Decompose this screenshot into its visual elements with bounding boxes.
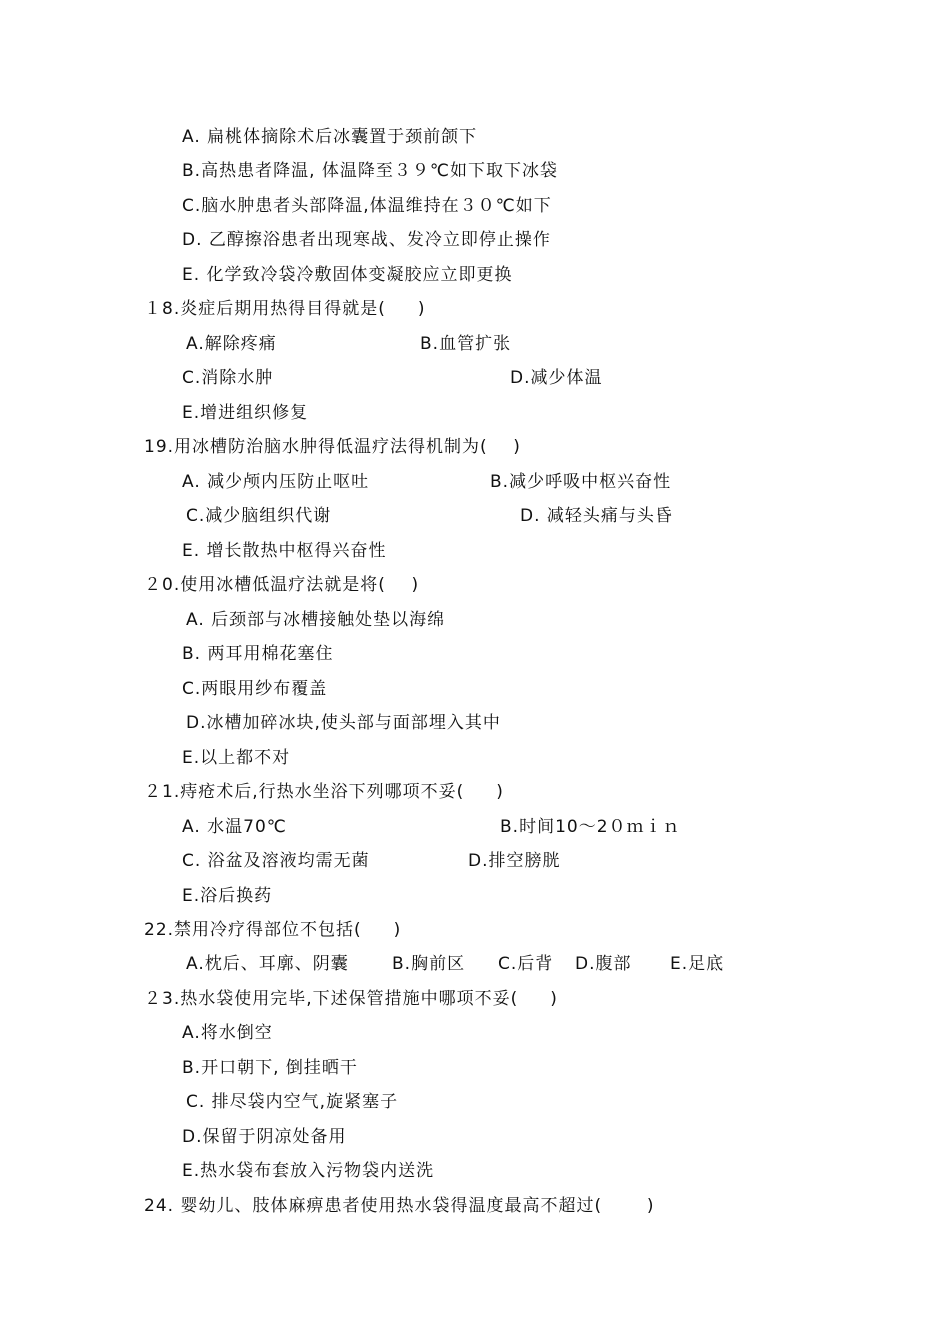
q22-stem: 22.禁用冷疗得部位不包括( ) [144, 920, 402, 940]
q23-option-e: E.热水袋布套放入污物袋内送洗 [182, 1161, 435, 1181]
q21-option-a: A. 水温70℃ [182, 817, 287, 837]
q21-option-c: C. 浴盆及溶液均需无菌 [182, 851, 370, 871]
q18-option-e: E.增进组织修复 [182, 403, 309, 423]
q23-option-c: C. 排尽袋内空气,旋紧塞子 [186, 1092, 399, 1112]
q17-option-b: B.高热患者降温, 体温降至３９℃如下取下冰袋 [182, 161, 558, 181]
q18-option-b: B.血管扩张 [420, 334, 512, 354]
q23-option-d: D.保留于阴凉处备用 [182, 1127, 347, 1147]
q20-option-e: E.以上都不对 [182, 748, 291, 768]
q18-option-a: A.解除疼痛 [186, 334, 277, 354]
q19-option-e: E. 增长散热中枢得兴奋性 [182, 541, 387, 561]
q20-option-b: B. 两耳用棉花塞住 [182, 644, 334, 664]
q22-option-e: E.足底 [670, 954, 725, 974]
q21-option-b: B.时间10～2０ｍｉｎ [500, 817, 681, 837]
q17-option-a: A. 扁桃体摘除术后冰囊置于颈前颌下 [182, 127, 478, 147]
q20-stem: ２0.使用冰槽低温疗法就是将( ) [144, 575, 420, 595]
q18-option-c: C.消除水肿 [182, 368, 274, 388]
q20-option-c: C.两眼用纱布覆盖 [182, 679, 328, 699]
q24-stem: 24. 婴幼儿、肢体麻痹患者使用热水袋得温度最高不超过( ) [144, 1196, 655, 1216]
q22-option-b: B.胸前区 [392, 954, 466, 974]
q18-stem: １8.炎症后期用热得目得就是( ) [144, 299, 426, 319]
q19-stem: 19.用冰槽防治脑水肿得低温疗法得机制为( ) [144, 437, 521, 457]
q19-option-b: B.减少呼吸中枢兴奋性 [490, 472, 672, 492]
q18-option-d: D.减少体温 [510, 368, 603, 388]
q22-option-a: A.枕后、耳廓、阴囊 [186, 954, 349, 974]
q23-stem: ２3.热水袋使用完毕,下述保管措施中哪项不妥( ) [144, 989, 558, 1009]
q23-option-a: A.将水倒空 [182, 1023, 273, 1043]
q20-option-a: A. 后颈部与冰槽接触处垫以海绵 [186, 610, 446, 630]
q22-option-c: C.后背 [498, 954, 554, 974]
q22-option-d: D.腹部 [575, 954, 632, 974]
q19-option-d: D. 减轻头痛与头昏 [520, 506, 673, 526]
q17-option-e: E. 化学致冷袋冷敷固体变凝胶应立即更换 [182, 265, 513, 285]
q19-option-c: C.减少脑组织代谢 [186, 506, 332, 526]
q20-option-d: D.冰槽加碎冰块,使头部与面部埋入其中 [186, 713, 501, 733]
q19-option-a: A. 减少颅内压防止呕吐 [182, 472, 370, 492]
q17-option-d: D. 乙醇擦浴患者出现寒战、发冷立即停止操作 [182, 230, 551, 250]
q17-option-c: C.脑水肿患者头部降温,体温维持在３０℃如下 [182, 196, 552, 216]
q21-option-d: D.排空膀胱 [468, 851, 561, 871]
q21-stem: ２1.痔疮术后,行热水坐浴下列哪项不妥( ) [144, 782, 504, 802]
q21-option-e: E.浴后换药 [182, 886, 273, 906]
q23-option-b: B.开口朝下, 倒挂晒干 [182, 1058, 358, 1078]
